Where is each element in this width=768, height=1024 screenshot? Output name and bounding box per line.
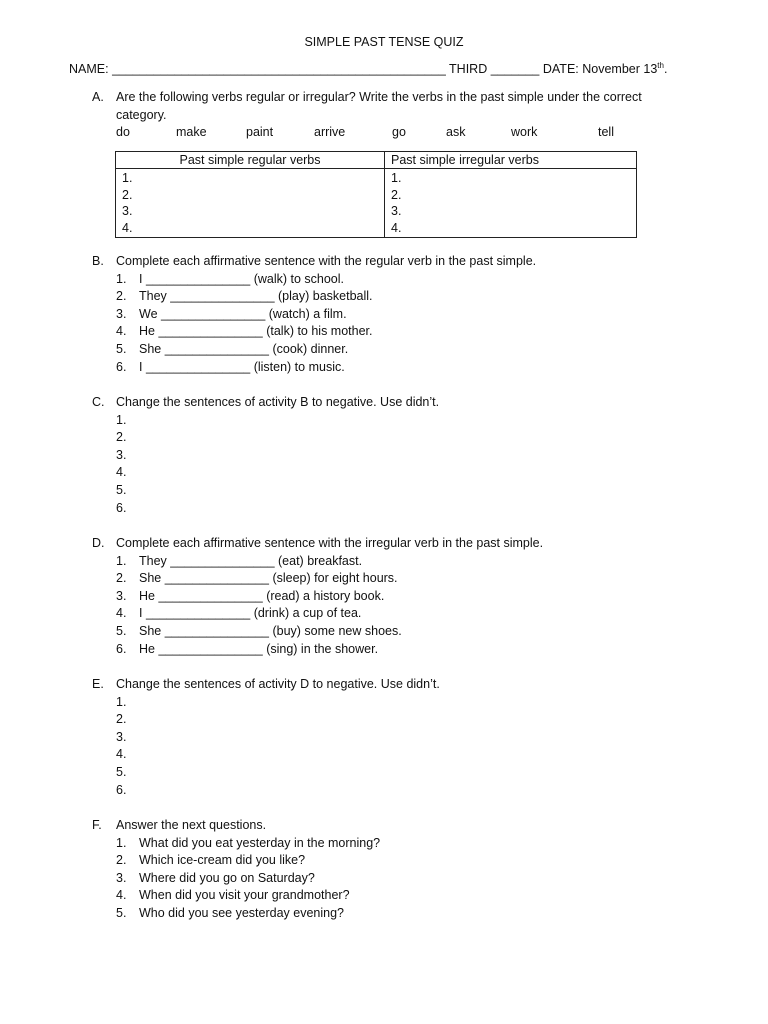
verb-item: ask: [446, 125, 466, 140]
section-d: [92, 535, 682, 658]
item-text: Where did you go on Saturday?: [139, 870, 315, 885]
list-item[interactable]: [116, 412, 682, 430]
list-item[interactable]: [116, 870, 682, 888]
section-f-instruction: Answer the next questions.: [116, 818, 267, 832]
list-item[interactable]: [116, 835, 682, 853]
item-number: 2.: [116, 289, 127, 304]
item-number: 2.: [116, 571, 127, 586]
grade-label: THIRD: [449, 62, 488, 76]
section-e-instruction: Change the sentences of activity D to negative. Use didn’t.: [116, 677, 440, 691]
section-e-letter: E.: [92, 677, 104, 691]
section-a: [92, 89, 682, 142]
item-number: 5.: [116, 623, 127, 638]
table-row-number: 3.: [122, 204, 133, 218]
item-number: 5.: [116, 764, 127, 779]
list-item[interactable]: [116, 605, 682, 623]
list-item[interactable]: [116, 711, 682, 729]
item-text: They _______________ (eat) breakfast.: [139, 553, 363, 568]
section-f-letter: F.: [92, 818, 102, 832]
list-item[interactable]: [116, 341, 682, 359]
section-c-letter: C.: [92, 395, 105, 409]
verb-item: go: [392, 125, 406, 140]
verb-item: do: [116, 125, 130, 140]
list-item[interactable]: [116, 429, 682, 447]
item-number: 4.: [116, 324, 127, 339]
list-item[interactable]: [116, 553, 682, 571]
item-text: I _______________ (listen) to music.: [139, 359, 345, 374]
item-number: 3.: [116, 306, 127, 321]
item-text: He _______________ (sing) in the shower.: [139, 641, 379, 656]
list-item[interactable]: [116, 782, 682, 800]
item-number: 5.: [116, 905, 127, 920]
list-item[interactable]: [116, 323, 682, 341]
table-row-number: 4.: [122, 220, 133, 235]
section-a-letter: A.: [92, 90, 104, 104]
date-suffix: th: [657, 60, 664, 70]
item-number: 3.: [116, 588, 127, 603]
item-number: 3.: [116, 870, 127, 885]
item-number: 1.: [116, 553, 127, 568]
table-row-number: 4.: [391, 220, 402, 235]
item-text: What did you eat yesterday in the morning?: [139, 835, 381, 850]
list-item[interactable]: [116, 887, 682, 905]
list-item[interactable]: [116, 447, 682, 465]
item-text: I _______________ (drink) a cup of tea.: [139, 606, 362, 621]
section-b-instruction: Complete each affirmative sentence with the regular verb in the past simple.: [116, 254, 537, 268]
list-item[interactable]: [116, 288, 682, 306]
item-text: Which ice-cream did you like?: [139, 853, 306, 868]
item-number: 6.: [116, 782, 127, 797]
list-item[interactable]: [116, 359, 682, 377]
item-number: 6.: [116, 500, 127, 515]
table-row-number: 2.: [391, 187, 402, 202]
section-d-letter: D.: [92, 536, 105, 550]
verb-item: arrive: [314, 125, 346, 140]
regular-column[interactable]: [116, 169, 385, 238]
list-item[interactable]: [116, 905, 682, 923]
item-number: 6.: [116, 359, 127, 374]
item-number: 6.: [116, 641, 127, 656]
verb-item: paint: [246, 125, 274, 140]
name-blank: ________________________________________________: [112, 62, 446, 76]
item-number: 4.: [116, 606, 127, 621]
item-number: 5.: [116, 341, 127, 356]
list-item[interactable]: [116, 306, 682, 324]
page-title: SIMPLE PAST TENSE QUIZ: [304, 35, 464, 49]
list-item[interactable]: [116, 729, 682, 747]
item-text: He _______________ (read) a history book.: [139, 588, 385, 603]
header-line: [69, 61, 667, 79]
list-item[interactable]: [116, 852, 682, 870]
item-text: She _______________ (buy) some new shoes.: [139, 623, 402, 638]
item-text: Who did you see yesterday evening?: [139, 905, 344, 920]
verb-category-table: [115, 151, 637, 238]
list-item[interactable]: [116, 271, 682, 289]
table-row-number: 1.: [122, 171, 133, 185]
list-item[interactable]: [116, 570, 682, 588]
list-item[interactable]: [116, 764, 682, 782]
item-number: 1.: [116, 835, 127, 850]
item-number: 1.: [116, 694, 127, 709]
item-number: 4.: [116, 465, 127, 480]
grade-blank: _______: [490, 62, 540, 76]
section-e: [92, 676, 682, 799]
item-number: 5.: [116, 482, 127, 497]
list-item[interactable]: [116, 641, 682, 659]
item-number: 2.: [116, 853, 127, 868]
item-text: I _______________ (walk) to school.: [139, 271, 345, 286]
item-number: 3.: [116, 729, 127, 744]
list-item[interactable]: [116, 588, 682, 606]
table-row-number: 2.: [122, 187, 133, 202]
list-item[interactable]: [116, 694, 682, 712]
irregular-column[interactable]: [385, 169, 637, 238]
item-text: She _______________ (cook) dinner.: [139, 341, 349, 356]
section-d-instruction: Complete each affirmative sentence with the irregular verb in the past simple.: [116, 536, 544, 550]
item-text: When did you visit your grandmother?: [139, 888, 350, 903]
date-end: .: [663, 62, 668, 76]
list-item[interactable]: [116, 746, 682, 764]
table-row-number: 1.: [391, 171, 402, 185]
item-number: 1.: [116, 271, 127, 286]
date-label: DATE: November 13: [542, 62, 658, 76]
list-item[interactable]: [116, 482, 682, 500]
verb-item: work: [511, 125, 538, 140]
item-text: We _______________ (watch) a film.: [139, 306, 347, 321]
item-number: 2.: [116, 430, 127, 445]
item-number: 2.: [116, 712, 127, 727]
item-number: 4.: [116, 888, 127, 903]
section-a-instruction: Are the following verbs regular or irregular? Write the verbs in the past simple under the correct category.: [116, 90, 642, 122]
verb-item: tell: [598, 125, 614, 140]
table-row-number: 3.: [391, 204, 402, 218]
list-item[interactable]: [116, 623, 682, 641]
list-item[interactable]: [116, 500, 682, 518]
item-number: 4.: [116, 747, 127, 762]
list-item[interactable]: [116, 464, 682, 482]
item-text: She _______________ (sleep) for eight hours.: [139, 571, 398, 586]
section-f: [92, 817, 682, 923]
section-b: [92, 253, 682, 376]
verb-list: [116, 124, 688, 142]
section-c: [92, 394, 682, 517]
item-number: 3.: [116, 447, 127, 462]
section-b-letter: B.: [92, 254, 104, 268]
irregular-header: Past simple irregular verbs: [385, 152, 637, 169]
item-text: They _______________ (play) basketball.: [139, 289, 373, 304]
item-number: 1.: [116, 412, 127, 427]
name-label: NAME:: [69, 62, 109, 76]
verb-item: make: [176, 125, 207, 140]
regular-header: Past simple regular verbs: [116, 152, 385, 169]
item-text: He _______________ (talk) to his mother.: [139, 324, 373, 339]
section-c-instruction: Change the sentences of activity B to negative. Use didn’t.: [116, 395, 440, 409]
